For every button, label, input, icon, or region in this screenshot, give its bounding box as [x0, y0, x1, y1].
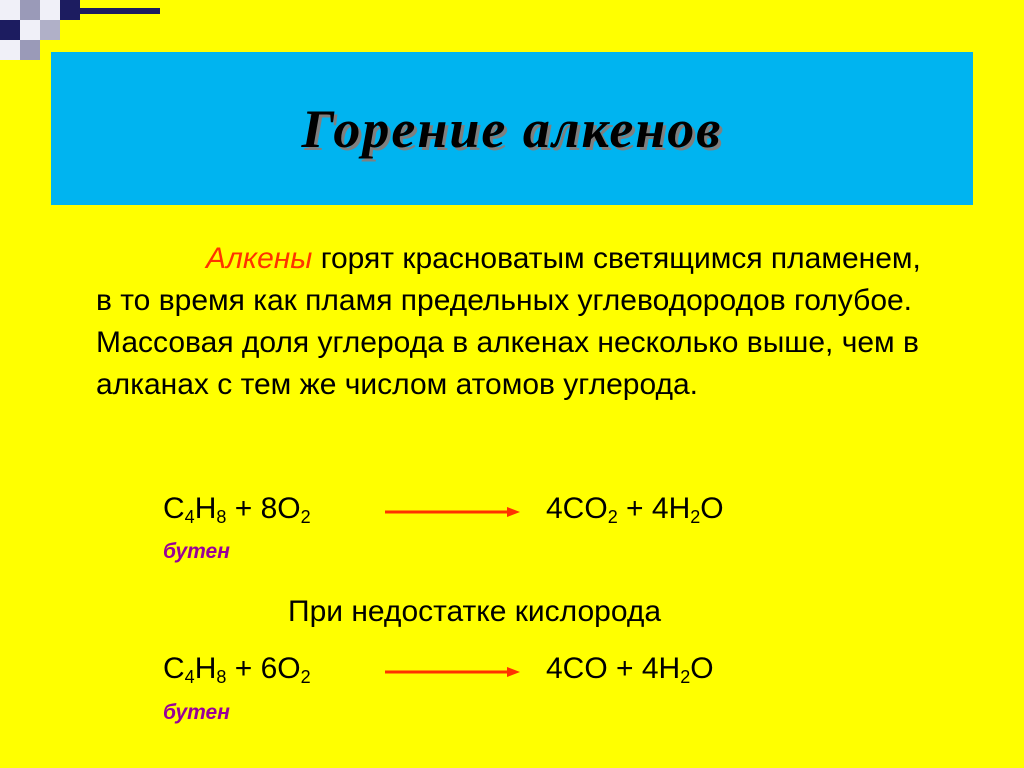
- formula-part: + 8O: [226, 492, 301, 525]
- paragraph-text: горят красноватым светящимся пламенем, в то время как пламя предельных углеводородов голубое. Массовая доля углерода в алкенах несколько выше, чем в алканах с тем же числом атомов углерода.: [96, 242, 921, 401]
- formula-part: + 4H: [617, 492, 691, 525]
- equation-products: [546, 492, 724, 526]
- equation-products: [546, 652, 714, 686]
- formula-subscript: 2: [300, 507, 311, 527]
- formula-subscript: 8: [216, 507, 227, 527]
- formula-subscript: 2: [690, 507, 701, 527]
- formula-part: H: [194, 492, 217, 525]
- equation-reactants: [163, 652, 311, 686]
- formula-part: O: [700, 492, 724, 525]
- formula-part: 4CO: [546, 492, 608, 525]
- formula-part: C: [163, 652, 185, 685]
- butene-label: бутен: [163, 701, 230, 724]
- formula-subscript: 4: [184, 507, 195, 527]
- description-paragraph: [96, 238, 926, 406]
- oxygen-shortage-note: При недостатке кислорода: [288, 595, 662, 628]
- formula-part: C: [163, 492, 185, 525]
- formula-part: H: [194, 652, 217, 685]
- equation-reactants: [163, 492, 311, 526]
- formula-subscript: 2: [680, 667, 691, 687]
- checkered-squares-icon: [0, 0, 160, 60]
- formula-subscript: 4: [184, 667, 195, 687]
- reaction-arrow-icon: [385, 666, 520, 678]
- reaction-arrow-icon: [385, 506, 520, 518]
- formula-subscript: 2: [607, 507, 618, 527]
- formula-subscript: 8: [216, 667, 227, 687]
- formula-part: + 6O: [226, 652, 301, 685]
- formula-subscript: 2: [300, 667, 311, 687]
- formula-part: O: [690, 652, 714, 685]
- alkenes-highlight: Алкены: [206, 242, 313, 275]
- slide-title: Горение алкенов: [301, 98, 723, 159]
- formula-part: 4CO + 4H: [546, 652, 681, 685]
- butene-label: бутен: [163, 540, 230, 563]
- title-banner: [51, 52, 973, 205]
